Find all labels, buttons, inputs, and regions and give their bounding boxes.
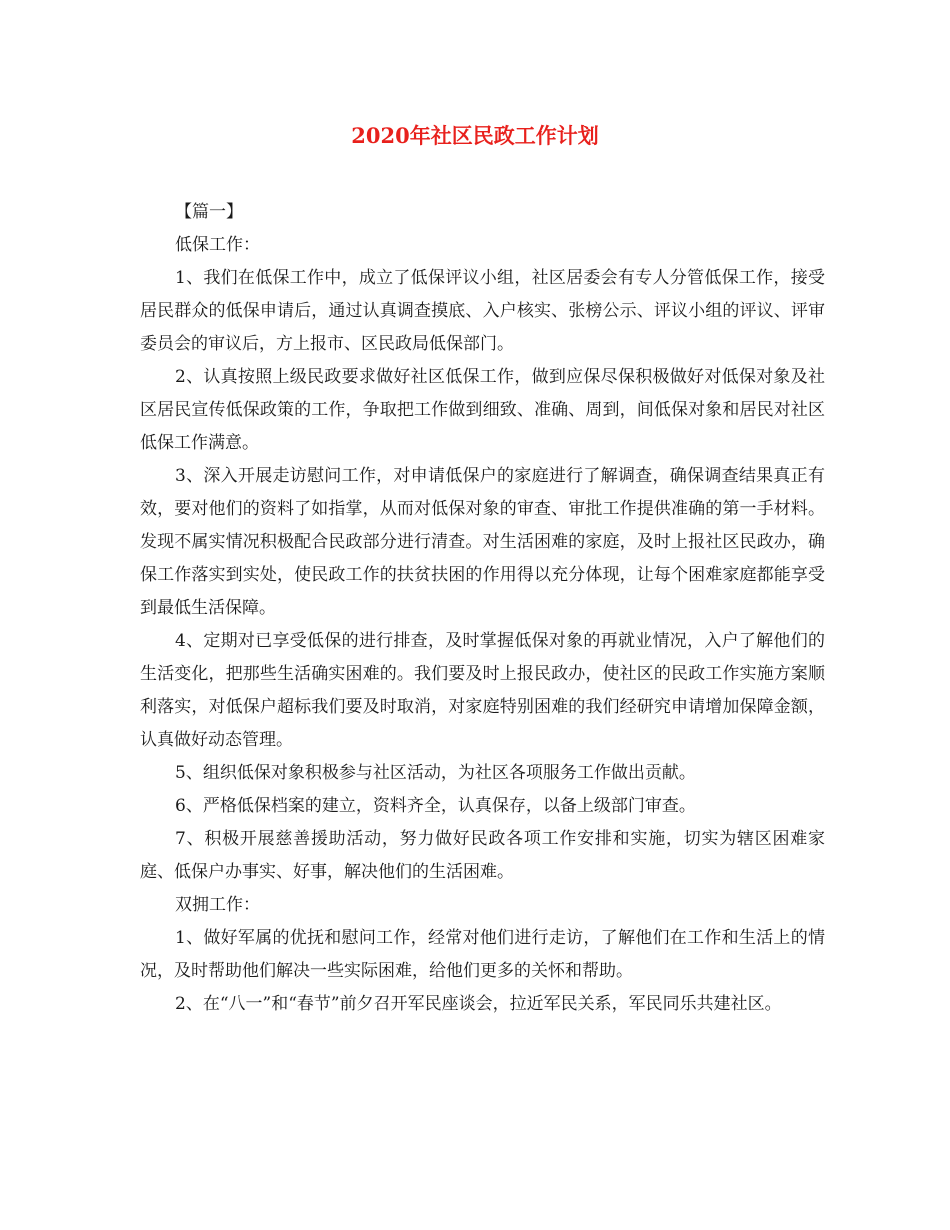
- paragraph: 6、严格低保档案的建立，资料齐全，认真保存，以备上级部门审查。: [175, 796, 696, 816]
- document-title: 2020年社区民政工作计划: [351, 123, 599, 148]
- paragraph: 3、深入开展走访慰问工作，对申请低保户的家庭进行了解调查，确保调查结果真正有效，要对他们的资料了如指掌，从而对低保对象的审查、审批工作提供准确的第一手材料。发现不属实情况积极配合民政部分进行清查。对生活困难的家庭，及时上报社区民政办，确保工作落实到实处，使民政工作的扶贫扶困的作用得以充分体现，让每个困难家庭都能享受到最低生活保障。: [140, 466, 825, 618]
- paragraph: 7、积极开展慈善援助活动，努力做好民政各项工作安排和实施，切实为辖区困难家庭、低保户办事实、好事，解决他们的生活困难。: [140, 829, 825, 882]
- paragraph: 2、认真按照上级民政要求做好社区低保工作，做到应保尽保积极做好对低保对象及社区居民宣传低保政策的工作，争取把工作做到细致、准确、周到，间低保对象和居民对社区低保工作满意。: [140, 367, 825, 453]
- paragraph: 4、定期对已享受低保的进行排查，及时掌握低保对象的再就业情况，入户了解他们的生活变化，把那些生活确实困难的。我们要及时上报民政办，使社区的民政工作实施方案顺利落实，对低保户超标我们要及时取消，对家庭特别困难的我们经研究申请增加保障金额，认真做好动态管理。: [140, 631, 825, 750]
- document-body: [140, 196, 825, 1021]
- paragraph: 2、在“八一”和“春节”前夕召开军民座谈会，拉近军民关系，军民同乐共建社区。: [175, 994, 782, 1014]
- subheading-dibao: 低保工作：: [175, 235, 260, 255]
- section-heading: 【篇一】: [175, 202, 243, 222]
- paragraph: 1、做好军属的优抚和慰问工作，经常对他们进行走访，了解他们在工作和生活上的情况，及时帮助他们解决一些实际困难，给他们更多的关怀和帮助。: [140, 928, 825, 981]
- subheading-shuangyong: 双拥工作：: [175, 895, 260, 915]
- paragraph: 1、我们在低保工作中，成立了低保评议小组，社区居委会有专人分管低保工作，接受居民群众的低保申请后，通过认真调查摸底、入户核实、张榜公示、评议小组的评议、评审委员会的审议后，方上报市、区民政局低保部门。: [140, 268, 825, 354]
- paragraph: 5、组织低保对象积极参与社区活动，为社区各项服务工作做出贡献。: [175, 763, 696, 783]
